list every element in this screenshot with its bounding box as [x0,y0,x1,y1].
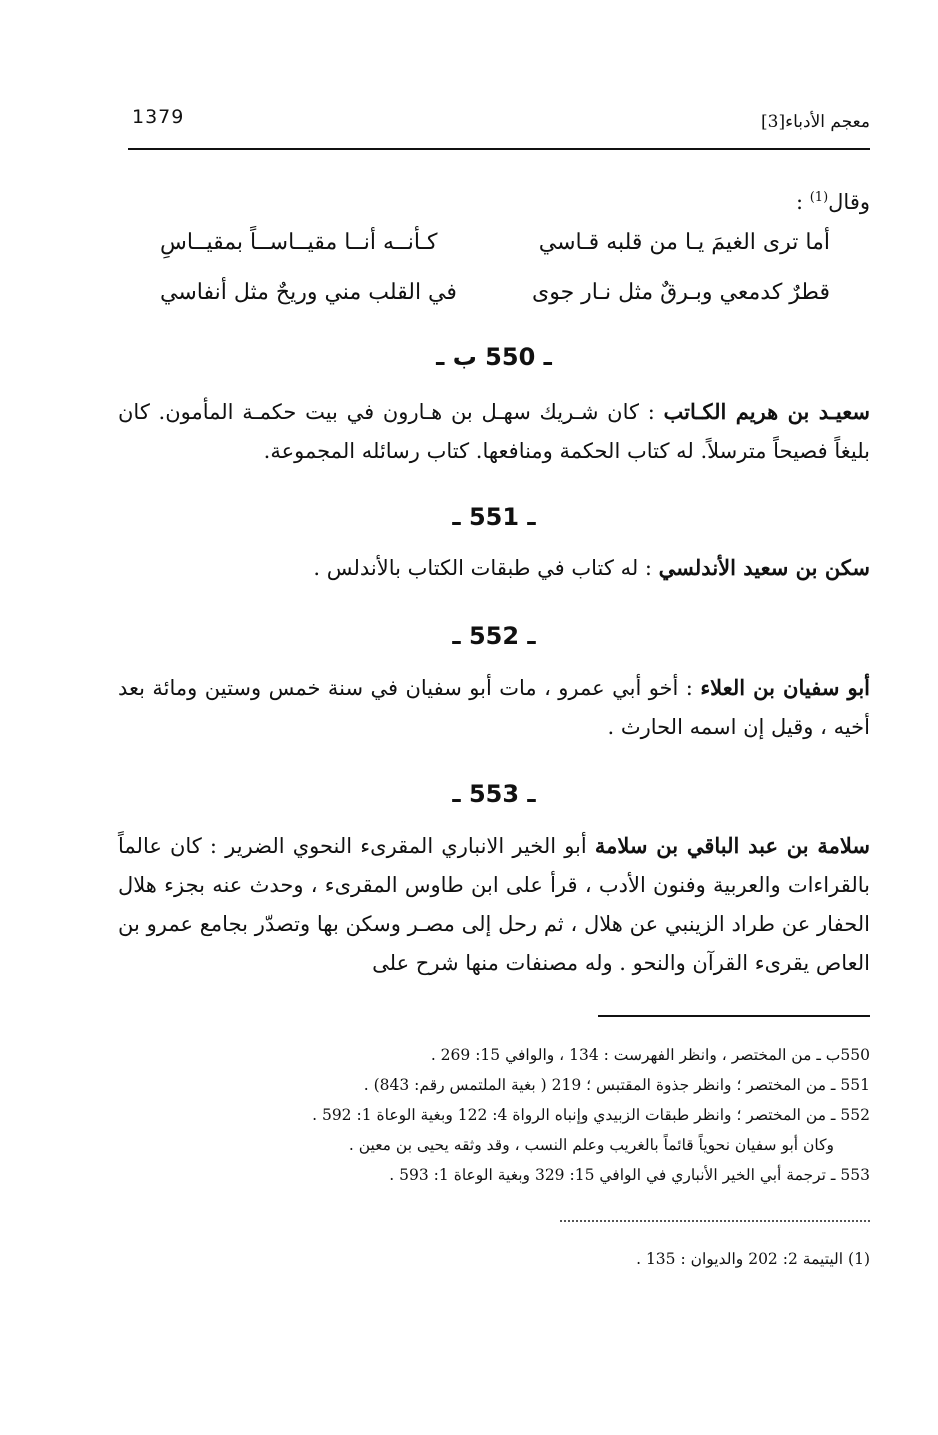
verse-line-1 [160,230,830,272]
page-footnote: (1) اليتيمة 2: 202 والديوان : 135 . [636,1250,870,1268]
footnote: وكان أبو سفيان نحوياً قائماً بالغريب وعلم النسب ، وقد وثقه يحيى بن معين . [348,1136,834,1154]
entry-number: ـ 550 ب ـ [436,343,552,371]
entry-text: : كان شـريك سهـل بن هـارون في بيت حكمـة المأمون. كان بليغاً فصيحاً مترسلاً. له كتاب الحكمة ومنافعها. كتاب رسائله المجموعة. [118,400,870,463]
footnote-rule [598,1015,870,1017]
intro-line [118,183,870,217]
book-title: معجم الأدباء[3] [761,112,870,132]
entry-name: سلامة بن عبد الباقي بن سلامة [594,833,870,858]
entry-name: أبو سفيان بن العلاء [700,675,871,700]
footnote: 552 ـ من المختصر ؛ وانظر طبقات الزبيدي وإنباه الرواة 4: 122 وبغية الوعاة 1: 592 . [312,1106,870,1124]
footnote: 550ب ـ من المختصر ، وانظر الفهرست : 134 ، والوافي 15: 269 . [430,1046,870,1064]
header-rule [128,148,870,150]
entry-text: : أخو أبي عمرو ، مات أبو سفيان في سنة خمس وستين ومائة بعد أخيه ، وقيل إن اسمه الحارث . [118,676,870,739]
entry-body [118,548,870,588]
entry-number: ـ 551 ـ [452,503,536,531]
entry-name: سكن بن سعيد الأندلسي [658,555,870,580]
dotted-rule [560,1220,870,1222]
verse-hemistich-right: قطرٌ كدمعي وبـرقٌ مثل نـار جوى [532,280,830,305]
verse-hemistich-left: كـأنــه أنــا مقيــاســاً بمقيــاسِ [160,230,438,255]
page-header [128,106,870,146]
entry-text: أبو الخير الانباري المقرىء النحوي الضرير : كان عالماً بالقراءات والعربية وفنون الأدب ، قرأ على ابن طاوس المقرىء ، وحدث عنه بجزء هلال الحفار عن طراد الزينبي عن هلال ، ثم رحل إلى مصـر وسكن بها وتصدّر بجامع عمرو بن العاص يقرىء القرآن والنحو . وله مصنفات منها شرح على [118,834,870,975]
entry-body [118,668,870,747]
intro-colon: : [795,190,804,214]
verse-line-2 [160,280,830,322]
entry-number: ـ 553 ـ [452,780,536,808]
note-ref: (1) [809,190,829,205]
verse-hemistich-left: في القلب مني وريحٌ مثل أنفاسي [160,280,457,305]
page-number: 1379 [132,106,185,128]
footnote: 551 ـ من المختصر ؛ وانظر جذوة المقتبس ؛ 219 ( بغية الملتمس رقم: 843) . [363,1076,870,1094]
entry-text: : له كتاب في طبقات الكتاب بالأندلس . [313,556,659,580]
entry-name: سعيـد بن هريم الكـاتب [663,399,870,424]
footnote: 553 ـ ترجمة أبي الخير الأنباري في الوافي 15: 329 وبغية الوعاة 1: 593 . [389,1166,870,1184]
entry-number: ـ 552 ـ [452,622,536,650]
verse-hemistich-right: أما ترى الغيمَ يـا من قلبه قـاسي [538,230,830,255]
entry-body [118,392,870,471]
intro-text: وقال [828,190,870,214]
footnotes [200,1040,870,1190]
entry-body [118,826,870,983]
